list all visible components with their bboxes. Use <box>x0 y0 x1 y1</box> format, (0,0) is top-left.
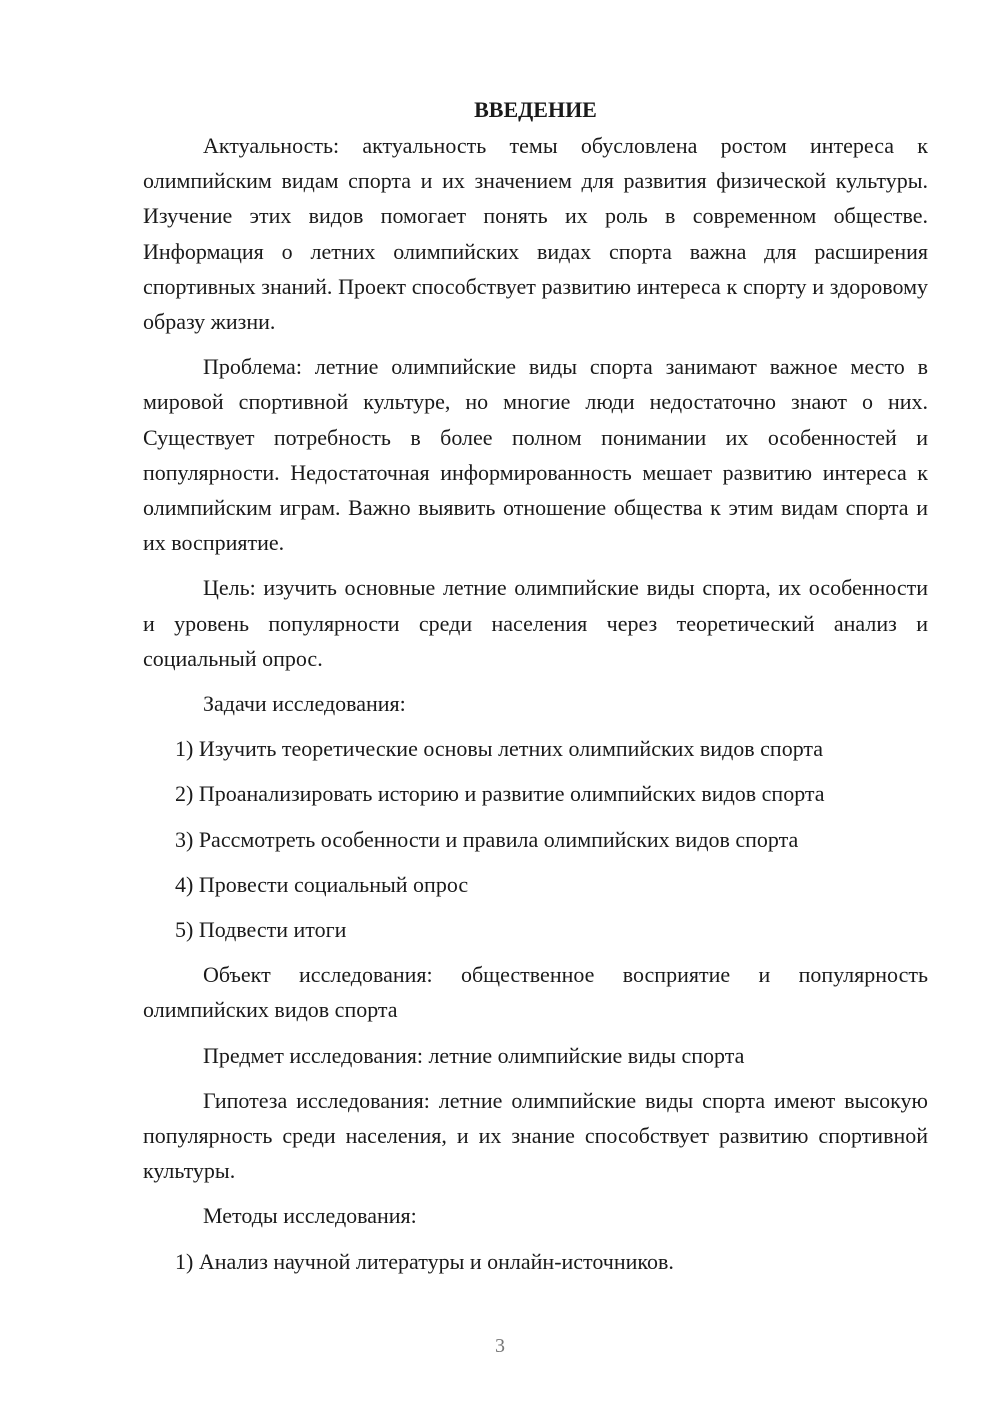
methods-list <box>143 1244 928 1279</box>
relevance-paragraph: Актуальность: актуальность темы обусловлена ростом интереса к олимпийским видам спорта и их значением для развития физической культуры. Изучение этих видов помогает понять их роль в современном обществе. Информация о летних олимпийских видах спорта важна для расширения спортивных знаний. Проект способствует развитию интереса к спорту и здоровому образу жизни. <box>143 133 928 335</box>
section-title: ВВЕДЕНИЕ <box>474 97 597 122</box>
methods-heading: Методы исследования: <box>203 1203 417 1229</box>
list-item: 1) Изучить теоретические основы летних олимпийских видов спорта <box>175 736 824 762</box>
document-page <box>143 92 928 1289</box>
tasks-list <box>143 731 928 947</box>
list-item: 3) Рассмотреть особенности и правила олимпийских видов спорта <box>175 826 799 852</box>
hypothesis-paragraph: Гипотеза исследования: летние олимпийские виды спорта имеют высокую популярность среди населения, и их знание способствует развитию спортивной культуры. <box>143 1087 928 1184</box>
list-item: 2) Проанализировать историю и развитие олимпийских видов спорта <box>175 781 825 807</box>
list-item: 4) Провести социальный опрос <box>175 871 469 897</box>
problem-paragraph: Проблема: летние олимпийские виды спорта занимают важное место в мировой спортивной культуре, но многие люди недостаточно знают о них. Существует потребность в более полном понимании их особенностей и популярности. Недостаточная информированность мешает развитию интереса к олимпийским играм. Важно выявить отношение общества к этим видам спорта и их восприятие. <box>143 354 928 556</box>
object-paragraph: Объект исследования: общественное восприятие и популярность олимпийских видов спорта <box>143 962 928 1023</box>
list-item: 1) Анализ научной литературы и онлайн-источников. <box>175 1248 674 1274</box>
page-number: 3 <box>495 1335 505 1357</box>
subject-line: Предмет исследования: летние олимпийские виды спорта <box>203 1042 745 1068</box>
goal-paragraph: Цель: изучить основные летние олимпийские виды спорта, их особенности и уровень популярности среди населения через теоретический анализ и социальный опрос. <box>143 575 928 671</box>
list-item: 5) Подвести итоги <box>175 917 347 943</box>
tasks-heading: Задачи исследования: <box>203 691 406 717</box>
